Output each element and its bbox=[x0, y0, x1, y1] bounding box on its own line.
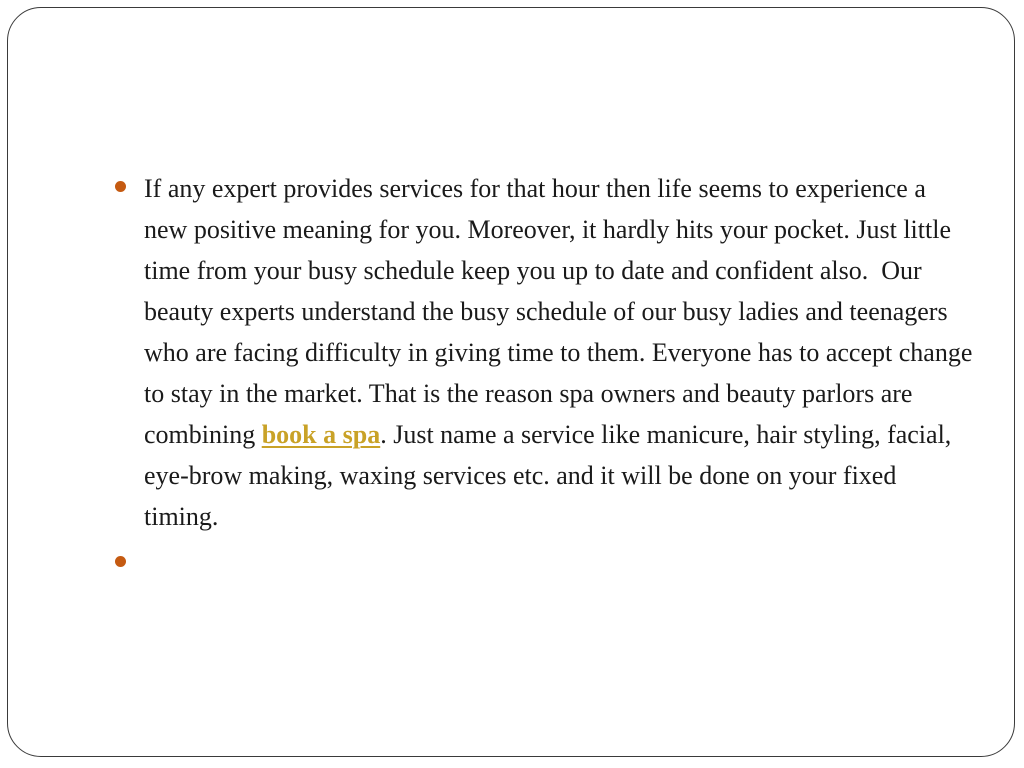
bullet-text-after: . Just name a service like manicure, hair styling, facial, eye-brow making, waxing services etc. and it will be done on your fixed timing. bbox=[144, 420, 958, 531]
bullet-text-before: If any expert provides services for that hour then life seems to experience a new positive meaning for you. Moreover, it hardly hits your pocket. Just little time from your busy schedule keep you up to date and confident also. Our beauty experts understand the busy schedule of our busy ladies and teenagers who are facing difficulty in giving time to them. Everyone has to accept change to stay in the market. That is the reason spa owners and beauty parlors are combining bbox=[144, 174, 979, 449]
bullet-dot-icon bbox=[115, 556, 126, 567]
bullet-item-1 bbox=[113, 168, 979, 537]
bullet-list bbox=[113, 168, 979, 584]
slide-content bbox=[113, 168, 979, 584]
bullet-dot-icon bbox=[115, 181, 126, 192]
bullet-item-2 bbox=[113, 543, 973, 584]
book-a-spa-link[interactable]: book a spa bbox=[261, 420, 381, 449]
